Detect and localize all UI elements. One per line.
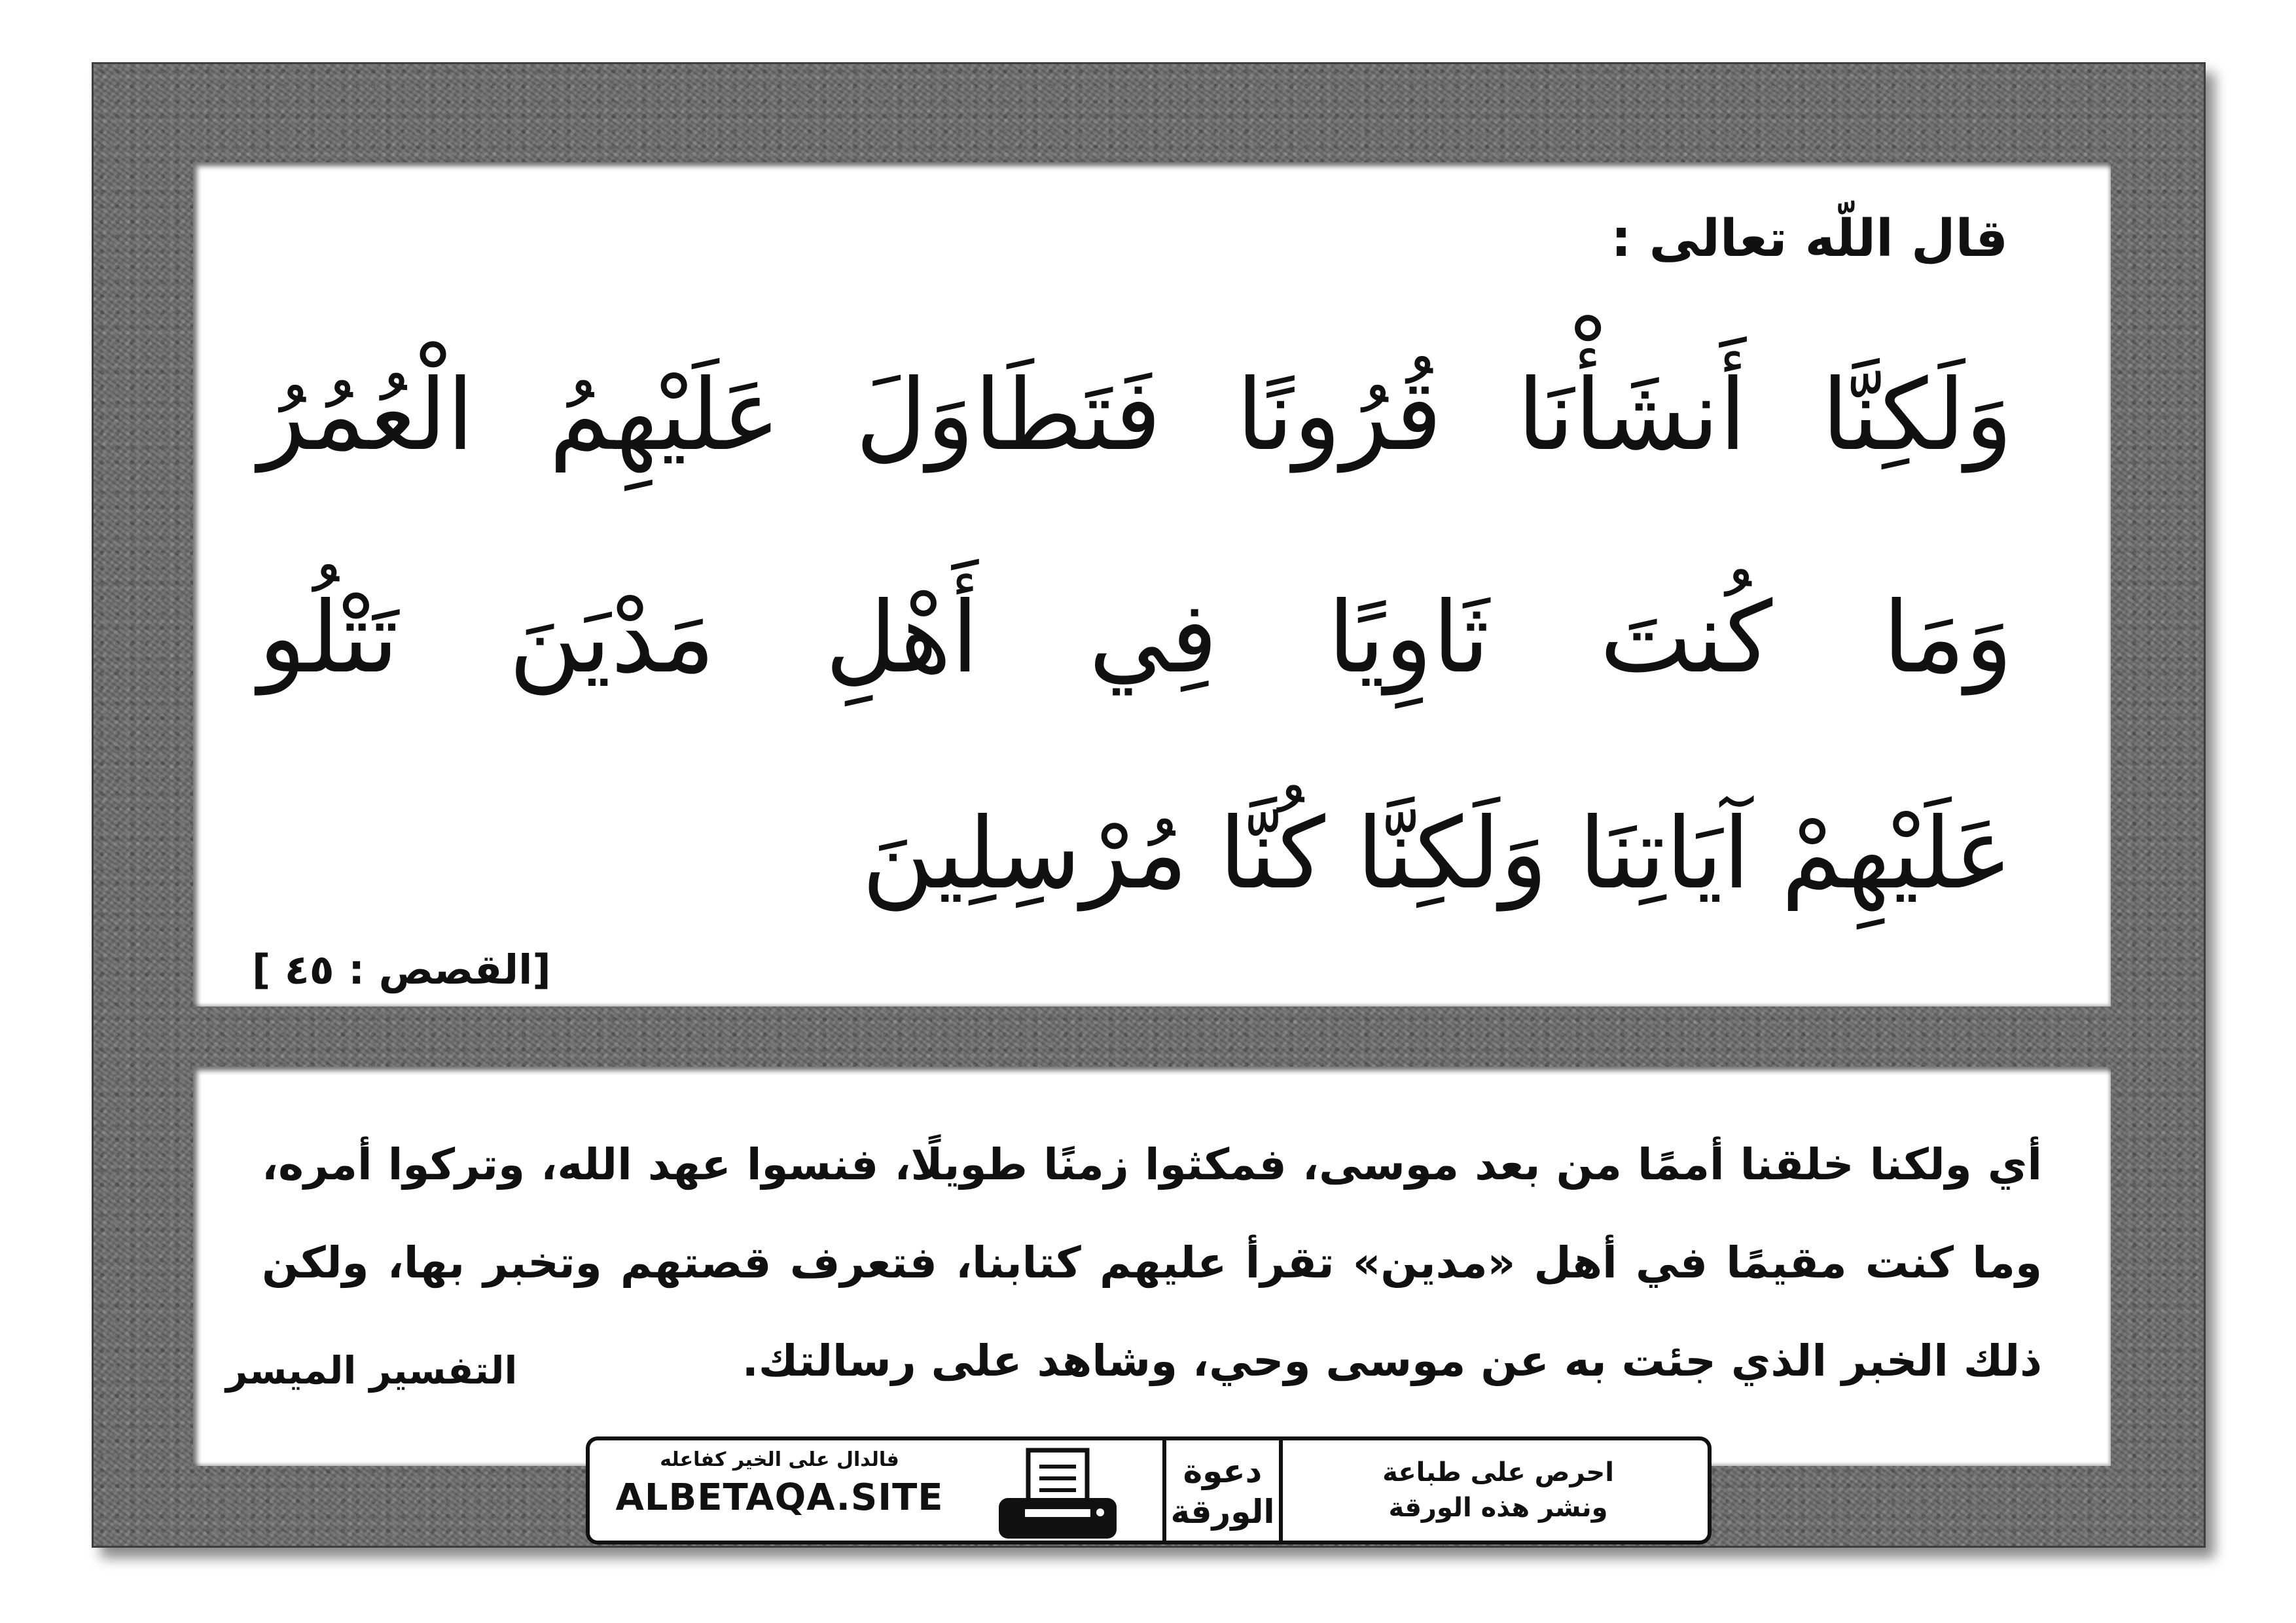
tafsir-source: التفسير الميسر — [226, 1348, 518, 1393]
logo-line-2: الورقة — [1170, 1492, 1275, 1531]
verse-line-3: عَلَيْهِمْ آيَاتِنَا وَلَكِنَّا كُنَّا مُرْسِلِينَ — [861, 797, 2013, 911]
verse-line-1: وَلَكِنَّا أَنشَأْنَا قُرُونًا فَتَطَاوَلَ عَلَيْهِمُ الْعُمُرُ — [259, 359, 2013, 473]
tafsir-text: أي ولكنا خلقنا أممًا من بعد موسى، فمكثوا زمنًا طويلًا، فنسوا عهد الله، وتركوا أمره، وما كنت مقيمًا في أهل «مدين» تقرأ عليهم كتابنا، فتعرف قصتهم وتخبر بها، ولكن ذلك الخبر الذي جئت به عن موسى وحي، وشاهد على رسالتك. — [262, 1139, 2042, 1386]
dawat-alwaraqa-logo — [1162, 1440, 1283, 1542]
logo-line-1: دعوة — [1183, 1452, 1263, 1490]
footer-cta-line-1: احرص على طباعة — [1382, 1457, 1614, 1488]
footer-site-block — [609, 1448, 950, 1519]
footer-cta-line-2: ونشر هذه الورقة — [1388, 1493, 1608, 1523]
footer-motto: فالدال على الخير كفاعله — [660, 1448, 899, 1471]
footer-bar — [586, 1436, 1712, 1544]
verse-reference: [القصص : ٤٥ ] — [252, 946, 551, 993]
verse-intro: قال اللّه تعالى : — [1611, 209, 2008, 268]
footer-site: ALBETAQA.SITE — [615, 1476, 944, 1519]
footer-call-to-action — [1328, 1455, 1668, 1525]
verse-line-2: وَمَا كُنتَ ثَاوِيًا فِي أَهْلِ مَدْيَنَ تَتْلُو — [259, 581, 2013, 695]
printer-icon — [992, 1447, 1123, 1545]
